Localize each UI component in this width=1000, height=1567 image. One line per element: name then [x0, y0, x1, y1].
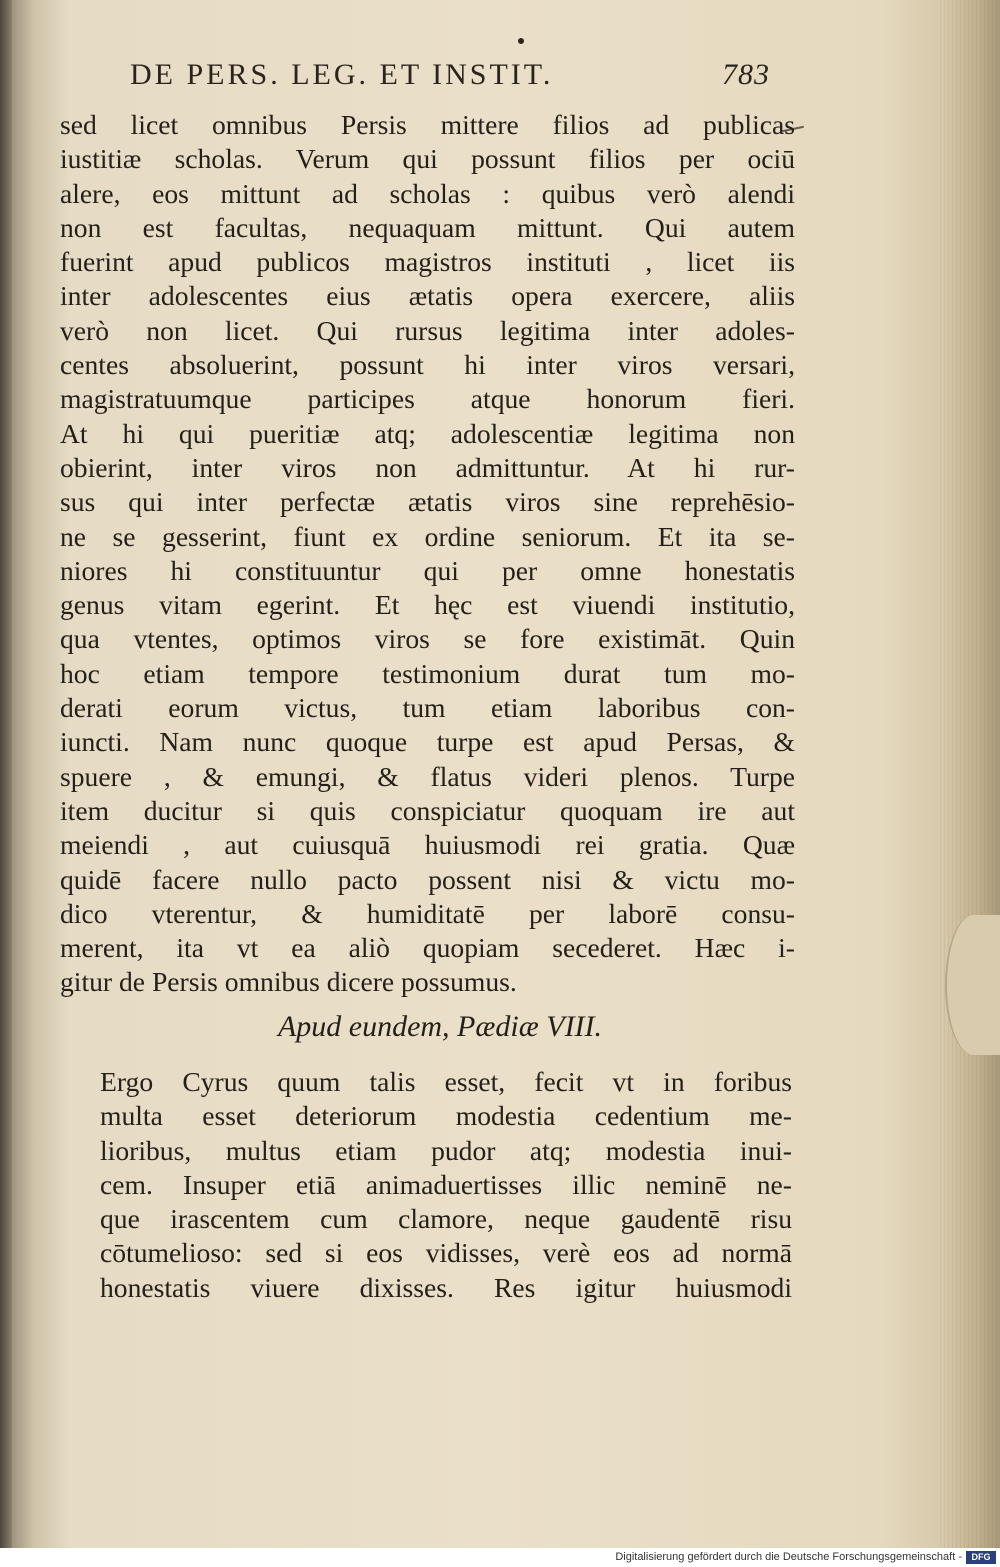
funding-credit: Digitalisierung gefördert durch die Deutsche Forschungsgemeinschaft - [615, 1551, 962, 1563]
text-line: magistratuumque participes atque honorum fieri. [60, 383, 795, 415]
page-number: 783 [722, 58, 770, 91]
text-line: honestatis viuere dixisses. Res igitur huiusmodi [100, 1271, 792, 1303]
text-line: meiendi , aut cuiusquā huiusmodi rei gratia. Quæ [60, 829, 795, 861]
text-line: que irascentem cum clamore, neque gaudentē risu [100, 1203, 792, 1235]
text-line: verò non licet. Qui rursus legitima inter adoles- [60, 314, 795, 346]
text-line: ne se gesserint, fiunt ex ordine seniorum. Et ita se- [60, 520, 795, 552]
gutter-shadow [0, 0, 12, 1548]
text-line: sed licet omnibus Persis mittere filios ad publicas [60, 109, 795, 140]
text-line: iuncti. Nam nunc quoque turpe est apud Persas, & [60, 726, 795, 758]
text-line: centes absoluerint, possunt hi inter viros versari, [60, 349, 795, 381]
text-line: derati eorum victus, tum etiam laboribus con- [60, 692, 795, 724]
dfg-logo: DFG [966, 1551, 996, 1564]
text-line: iustitiæ scholas. Verum qui possunt filios per ociū [60, 143, 795, 175]
text-line: item ducitur si quis conspiciatur quoquam ire aut [60, 794, 795, 826]
running-header [130, 58, 770, 98]
text-line: cōtumelioso: sed si eos vidisses, verè eos ad normā [100, 1237, 792, 1269]
text-line: cem. Insuper etiā animaduertisses illic neminē ne- [100, 1168, 792, 1200]
text-line: fuerint apud publicos magistros instituti , licet iis [60, 246, 795, 278]
running-title: DE PERS. LEG. ET INSTIT. [130, 58, 554, 91]
main-text [60, 108, 795, 1000]
second-paragraph [100, 1065, 792, 1305]
text-line: Ergo Cyrus quum talis esset, fecit vt in foribus [100, 1066, 792, 1097]
text-line: niores hi constituuntur qui per omne honestatis [60, 554, 795, 586]
text-line: merent, ita vt ea aliò quopiam secederet. Hæc i- [60, 932, 795, 964]
text-line: non est facultas, nequaquam mittunt. Qui autem [60, 211, 795, 243]
text-line: lioribus, multus etiam pudor atq; modestia inui- [100, 1134, 792, 1166]
page-tab [945, 915, 1000, 1055]
section-heading: Apud eundem, Pædiæ VIII. [277, 1010, 603, 1043]
text-line: multa esset deteriorum modestia cedentium me- [100, 1100, 792, 1132]
text-line: inter adolescentes eius ætatis opera exercere, aliis [60, 280, 795, 312]
text-line: hoc etiam tempore testimonium durat tum mo- [60, 657, 795, 689]
text-line: alere, eos mittunt ad scholas : quibus verò alendi [60, 177, 795, 209]
page-edges [940, 0, 1000, 1548]
text-line: quidē facere nullo pacto possent nisi & victu mo- [60, 863, 795, 895]
text-line: genus vitam egerint. Et hęc est viuendi institutio, [60, 589, 795, 621]
printer-mark [518, 38, 524, 44]
text-line: At hi qui pueritiæ atq; adolescentiæ legitima non [60, 417, 795, 449]
text-line: sus qui inter perfectæ ætatis viros sine reprehēsio- [60, 486, 795, 518]
text-line: spuere , & emungi, & flatus videri plenos. Turpe [60, 760, 795, 792]
text-line: gitur de Persis omnibus dicere possumus. [60, 966, 517, 998]
text-line: dico vterentur, & humiditatē per laborē consu- [60, 897, 795, 929]
text-line: obierint, inter viros non admittuntur. At hi rur- [60, 451, 795, 483]
text-line: qua vtentes, optimos viros se fore existimāt. Quin [60, 623, 795, 655]
digitization-footer [0, 1548, 1000, 1567]
